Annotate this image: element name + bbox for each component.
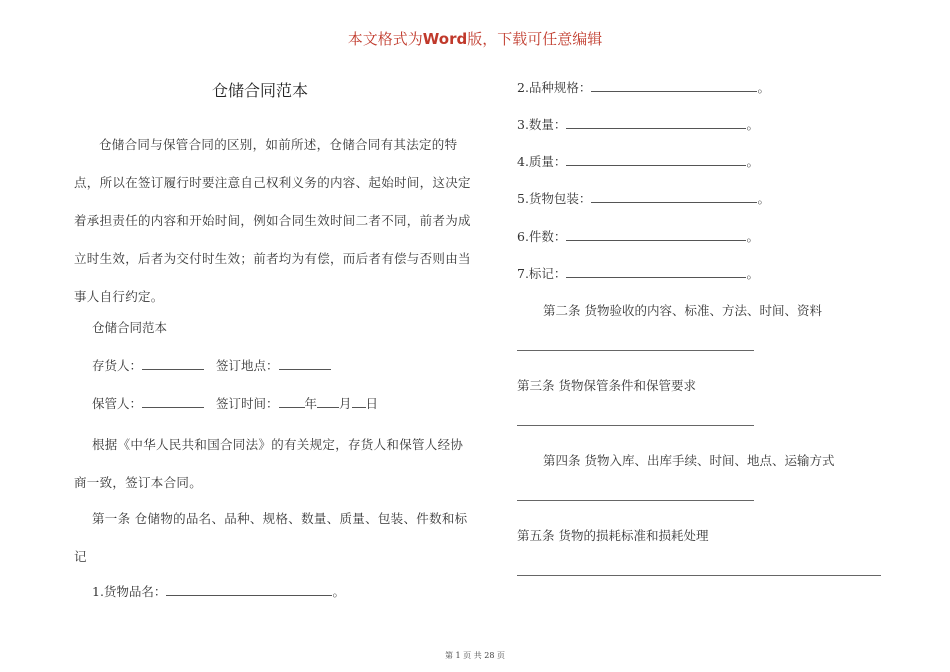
item-marking <box>517 264 759 282</box>
keeper-label: 保管人： <box>92 396 143 411</box>
banner-suffix: 版，下载可任意编辑 <box>467 30 603 48</box>
item-blank[interactable] <box>591 192 757 203</box>
day-label: 日 <box>365 396 379 411</box>
document-banner <box>0 28 950 49</box>
item-blank[interactable] <box>566 118 746 129</box>
year-blank[interactable] <box>279 397 305 408</box>
page-title: 仓储合同范本 <box>212 81 309 100</box>
item-blank[interactable] <box>591 81 757 92</box>
banner-prefix: 本文格式为 <box>347 30 423 48</box>
item-piece-count <box>517 227 759 245</box>
year-label: 年 <box>304 396 318 411</box>
article-3: 第三条 货物保管条件和保管要求 <box>517 378 696 393</box>
item-end: 。 <box>746 229 759 244</box>
article-2: 第二条 货物验收的内容、标准、方法、时间、资料 <box>543 303 822 318</box>
item-blank[interactable] <box>566 155 746 166</box>
depositor-label: 存货人： <box>92 358 143 373</box>
item-end: 。 <box>746 117 759 132</box>
item-end: 。 <box>746 266 759 281</box>
item-end: 。 <box>332 584 345 599</box>
item-label: 1.货物品名： <box>92 584 167 599</box>
item-end: 。 <box>757 80 770 95</box>
item-variety-spec <box>517 78 770 96</box>
month-blank[interactable] <box>317 397 339 408</box>
item-end: 。 <box>757 191 770 206</box>
keeper-blank[interactable] <box>142 397 204 408</box>
article-2-blank-line[interactable] <box>517 350 754 351</box>
month-label: 月 <box>339 396 352 411</box>
article-4: 第四条 货物入库、出库手续、时间、地点、运输方式 <box>543 453 835 468</box>
contract-subtitle: 仓储合同范本 <box>92 320 168 335</box>
article-5-blank-line[interactable] <box>517 575 881 576</box>
item-label: 6.件数： <box>517 229 567 244</box>
item-label: 4.质量： <box>517 154 567 169</box>
sign-place-label: 签订地点： <box>216 358 279 373</box>
item-label: 7.标记： <box>517 266 567 281</box>
item-quality <box>517 152 759 170</box>
basis-paragraph: 根据《中华人民共和国合同法》的有关规定，存货人和保管人经协商一致，签订本合同。 <box>74 437 464 490</box>
item-end: 。 <box>746 154 759 169</box>
item-label: 3.数量： <box>517 117 567 132</box>
sign-time-label: 签订时间： <box>216 396 279 411</box>
item-blank[interactable] <box>166 585 332 596</box>
article-3-blank-line[interactable] <box>517 425 754 426</box>
item-quantity <box>517 115 759 133</box>
depositor-line <box>92 356 331 374</box>
sign-place-blank[interactable] <box>279 359 331 370</box>
article-1: 第一条 仓储物的品名、品种、规格、数量、质量、包装、件数和标记 <box>74 511 468 564</box>
day-blank[interactable] <box>352 397 366 408</box>
intro-paragraph: 仓储合同与保管合同的区别，如前所述，仓储合同有其法定的特点，所以在签订履行时要注意自己权利义务的内容、起始时间，这决定着承担责任的内容和开始时间，例如合同生效时间二者不同，前者为成立时生效，后者为交付时生效；前者均为有偿，而后者有偿与否则由当事人自行约定。 <box>74 137 471 304</box>
item-packaging <box>517 189 770 207</box>
depositor-blank[interactable] <box>142 359 204 370</box>
article-5: 第五条 货物的损耗标准和损耗处理 <box>517 528 709 543</box>
item-label: 5.货物包装： <box>517 191 592 206</box>
item-blank[interactable] <box>566 267 746 278</box>
page-footer: 第 1 页 共 28 页 <box>445 651 505 660</box>
item-goods-name <box>92 582 345 600</box>
article-4-blank-line[interactable] <box>517 500 754 501</box>
item-label: 2.品种规格： <box>517 80 592 95</box>
banner-word: Word <box>422 30 468 48</box>
item-blank[interactable] <box>566 230 746 241</box>
keeper-line <box>92 394 378 412</box>
